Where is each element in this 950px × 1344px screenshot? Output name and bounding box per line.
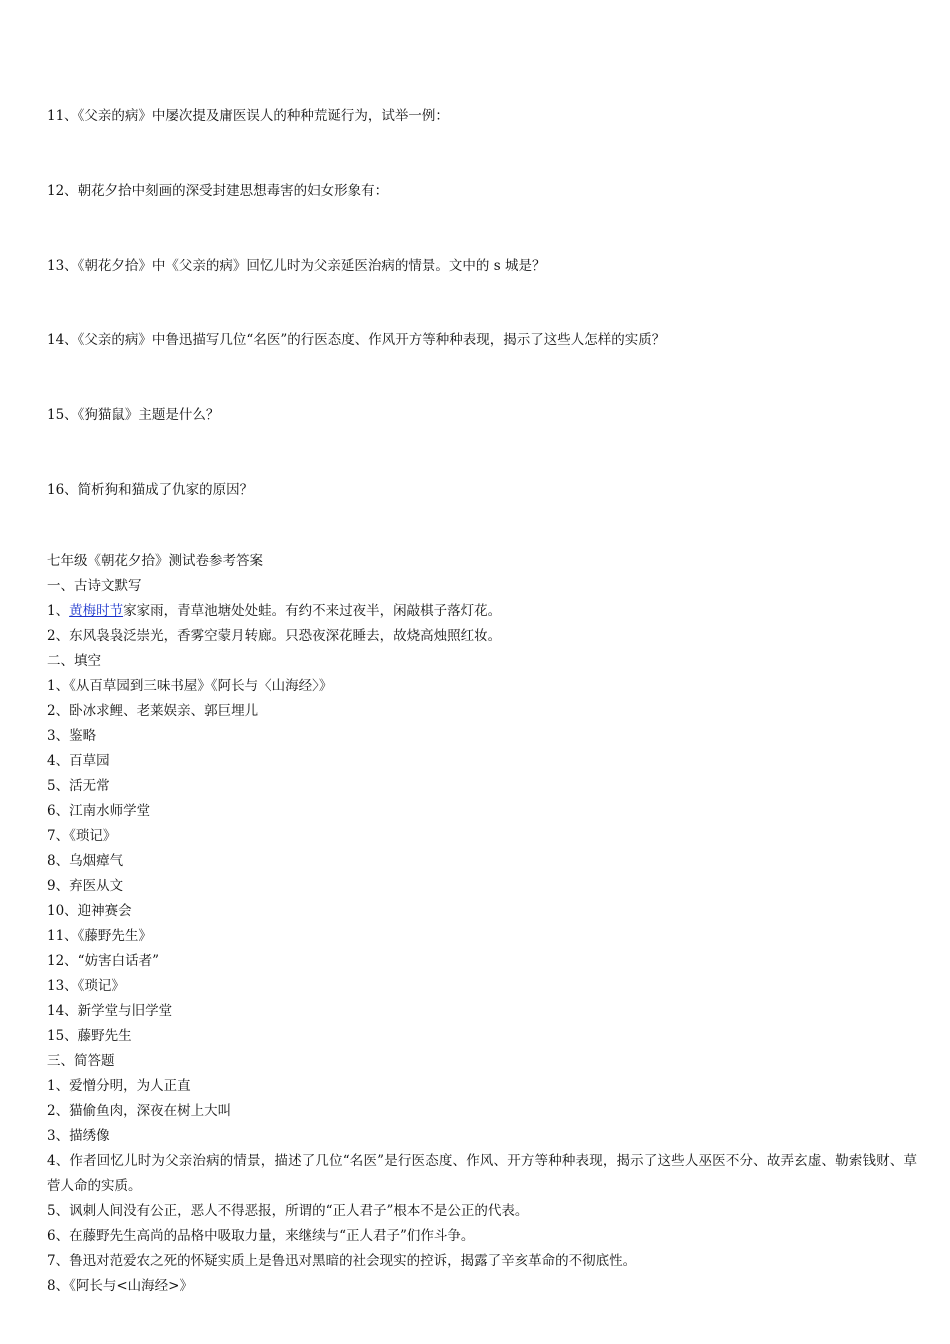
section-heading-short: 三、简答题 [47, 1053, 115, 1069]
short-answer-item: 6、在藤野先生高尚的品格中吸取力量，来继续与“正人君子”们作斗争。 [47, 1228, 475, 1244]
fill-answer-item: 5、活无常 [47, 778, 110, 794]
fill-answer-item: 8、乌烟瘴气 [47, 853, 124, 869]
poem-answer-2: 2、东风袅袅泛崇光，香雾空蒙月转廊。只恐夜深花睡去，故烧高烛照红妆。 [47, 628, 502, 644]
section-heading-fill: 二、填空 [47, 653, 101, 669]
short-answer-item: 7、鲁迅对范爱农之死的怀疑实质上是鲁迅对黑暗的社会现实的控诉，揭露了辛亥革命的不彻底性。 [47, 1253, 637, 1269]
fill-answer-item: 10、迎神赛会 [47, 903, 132, 919]
question-16: 16、简析狗和猫成了仇家的原因？ [47, 482, 254, 498]
answer-key [47, 549, 917, 1299]
question-13: 13、《朝花夕拾》中《父亲的病》回忆儿时为父亲延医治病的情景。文中的 s 城是？ [47, 258, 546, 274]
section-heading-poetry: 一、古诗文默写 [47, 578, 142, 594]
fill-answer-item: 3、鉴略 [47, 728, 97, 744]
fill-answer-item: 11、《藤野先生》 [47, 928, 152, 944]
fill-answer-item: 6、江南水师学堂 [47, 803, 151, 819]
short-answer-item: 3、描绣像 [47, 1128, 110, 1144]
short-answer-item: 8、《阿长与<山海经>》 [47, 1278, 193, 1294]
short-answer-item: 4、作者回忆儿时为父亲治病的情景，描述了几位“名医”是行医态度、作风、开方等种种表现，揭示了这些人巫医不分、故弄玄虚、勒索钱财、草菅人命的实质。 [47, 1153, 917, 1194]
fill-answer-item: 12、“妨害白话者” [47, 953, 159, 969]
question-11: 11、《父亲的病》中屡次提及庸医误人的种种荒诞行为，试举一例： [47, 108, 449, 124]
poem-answer-1-text: 家家雨，青草池塘处处蛙。有约不来过夜半，闲敲棋子落灯花。 [123, 603, 502, 619]
question-14: 14、《父亲的病》中鲁迅描写几位“名医”的行医态度、作风开方等种种表现，揭示了这些人怎样的实质？ [47, 332, 666, 348]
question-15: 15、《狗猫鼠》主题是什么？ [47, 407, 220, 423]
poem-answer-1-number: 1、 [47, 603, 70, 619]
fill-answer-item: 7、《琐记》 [47, 828, 117, 844]
fill-answer-item: 2、卧冰求鲤、老莱娱亲、郭巨埋儿 [47, 703, 259, 719]
fill-answer-item: 9、弃医从文 [47, 878, 124, 894]
short-answer-item: 5、讽刺人间没有公正，恶人不得恶报，所谓的“正人君子”根本不是公正的代表。 [47, 1203, 529, 1219]
huangmei-shijie-link[interactable]: 黄梅时节 [69, 603, 124, 619]
short-answer-item: 2、猫偷鱼肉，深夜在树上大叫 [47, 1103, 232, 1119]
short-answer-item: 1、爱憎分明，为人正直 [47, 1078, 191, 1094]
fill-answers-list [47, 674, 917, 1049]
fill-answer-item: 1、《从百草园到三味书屋》《阿长与〈山海经〉》 [47, 678, 333, 694]
short-answers-list [47, 1074, 917, 1299]
fill-answer-item: 14、新学堂与旧学堂 [47, 1003, 173, 1019]
question-12: 12、朝花夕拾中刻画的深受封建思想毒害的妇女形象有： [47, 183, 389, 199]
poem-answer-1 [47, 599, 917, 624]
fill-answer-item: 4、百草园 [47, 753, 110, 769]
answer-key-title: 七年级《朝花夕拾》测试卷参考答案 [47, 553, 263, 569]
fill-answer-item: 13、《琐记》 [47, 978, 125, 994]
fill-answer-item: 15、藤野先生 [47, 1028, 132, 1044]
